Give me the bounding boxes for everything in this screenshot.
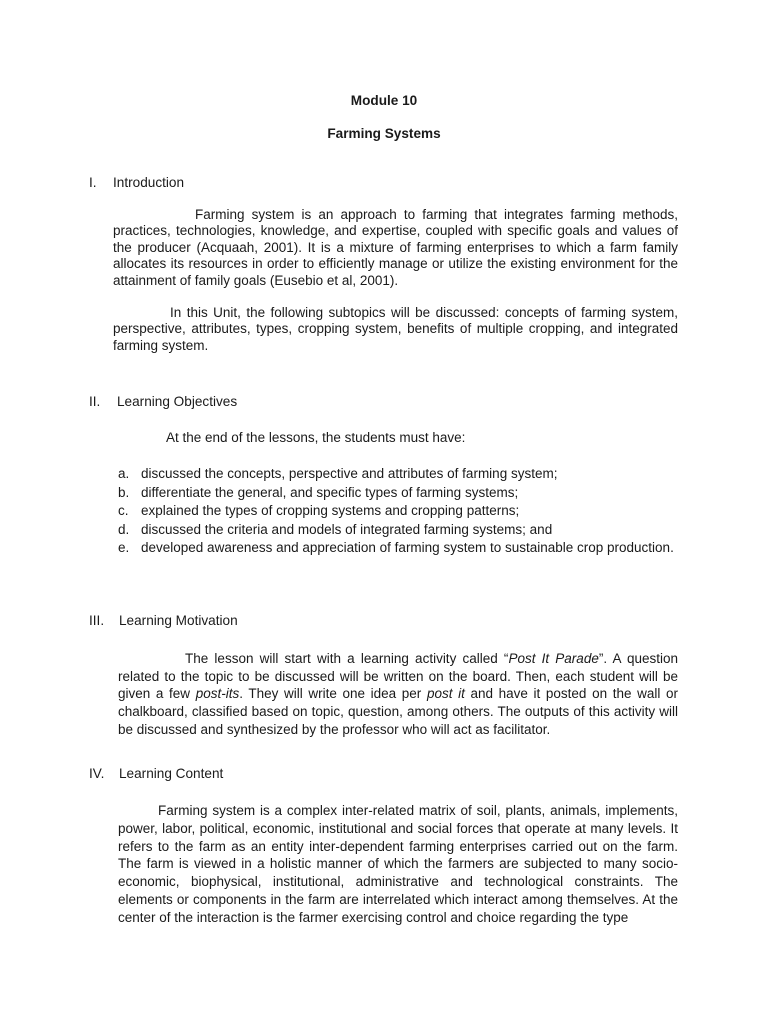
intro-paragraph-1: Farming system is an approach to farming that integrates farming methods, practices, technologies, knowledge, and expertise, coupled with specific goals and values of the producer (Acquaah, 2001). It is a mixture of farming enterprises to which a farm family allocates its resources in order to efficiently manage or utilize the existing environment for the attainment of family goals (Eusebio et al, 2001). [113,207,678,288]
section-number: IV. [89,766,105,781]
intro-paragraph-2: In this Unit, the following subtopics will be discussed: concepts of farming system, perspective, attributes, types, cropping system, benefits of multiple cropping, and integrated farming system. [113,305,678,353]
section-number: III. [89,613,105,628]
content-paragraph-1: Farming system is a complex inter-related matrix of soil, plants, animals, implements, power, labor, political, economic, institutional and social forces that operate at many levels. It refers to the farm as an entity inter-dependent farming enterprises carried out on the farm. The farm is viewed in a holistic manner of which the farmers are subjected to many socio-economic, biophysical, institutional, administrative and technological constraints. The elements or components in the farm are interrelated which interact among themselves. At the center of the interaction is the farmer exercising control and choice regarding the type [118,803,678,925]
section-heading-introduction [89,175,184,190]
section-title: Learning Motivation [119,613,238,628]
list-item: a. discussed the concepts, perspective and attributes of farming system; [118,466,558,481]
section-number: I. [89,175,97,190]
section-number: II. [89,394,101,409]
objectives-list [118,465,678,558]
objectives-lead: At the end of the lessons, the students must have: [166,430,466,445]
list-item: e. developed awareness and appreciation of farming system to sustainable crop production. [118,540,674,556]
activity-name: Post It Parade [508,651,599,666]
section-title: Learning Content [119,766,224,781]
module-title: Module 10 [350,93,418,108]
list-item: b. differentiate the general, and specific types of farming systems; [118,484,519,500]
list-item: c. explained the types of cropping systems and cropping patterns; [118,503,520,519]
section-heading-objectives [89,394,237,409]
section-heading-motivation [89,613,238,628]
subject-title: Farming Systems [327,126,441,141]
list-item: d. discussed the criteria and models of integrated farming systems; and [118,521,553,537]
section-heading-content [89,766,223,781]
section-title: Introduction [113,175,185,190]
section-title: Learning Objectives [117,394,238,409]
motivation-paragraph: The lesson will start with a learning activity called “Post It Parade”. A question related to the topic to be discussed will be written on the board. Then, each student will be given a few post-its. They will write one idea per post it and have it posted on the wall or chalkboard, classified based on topic, question, among others. The outputs of this activity will be discussed and synthesized by the professor who will act as facilitator. [118,651,678,737]
